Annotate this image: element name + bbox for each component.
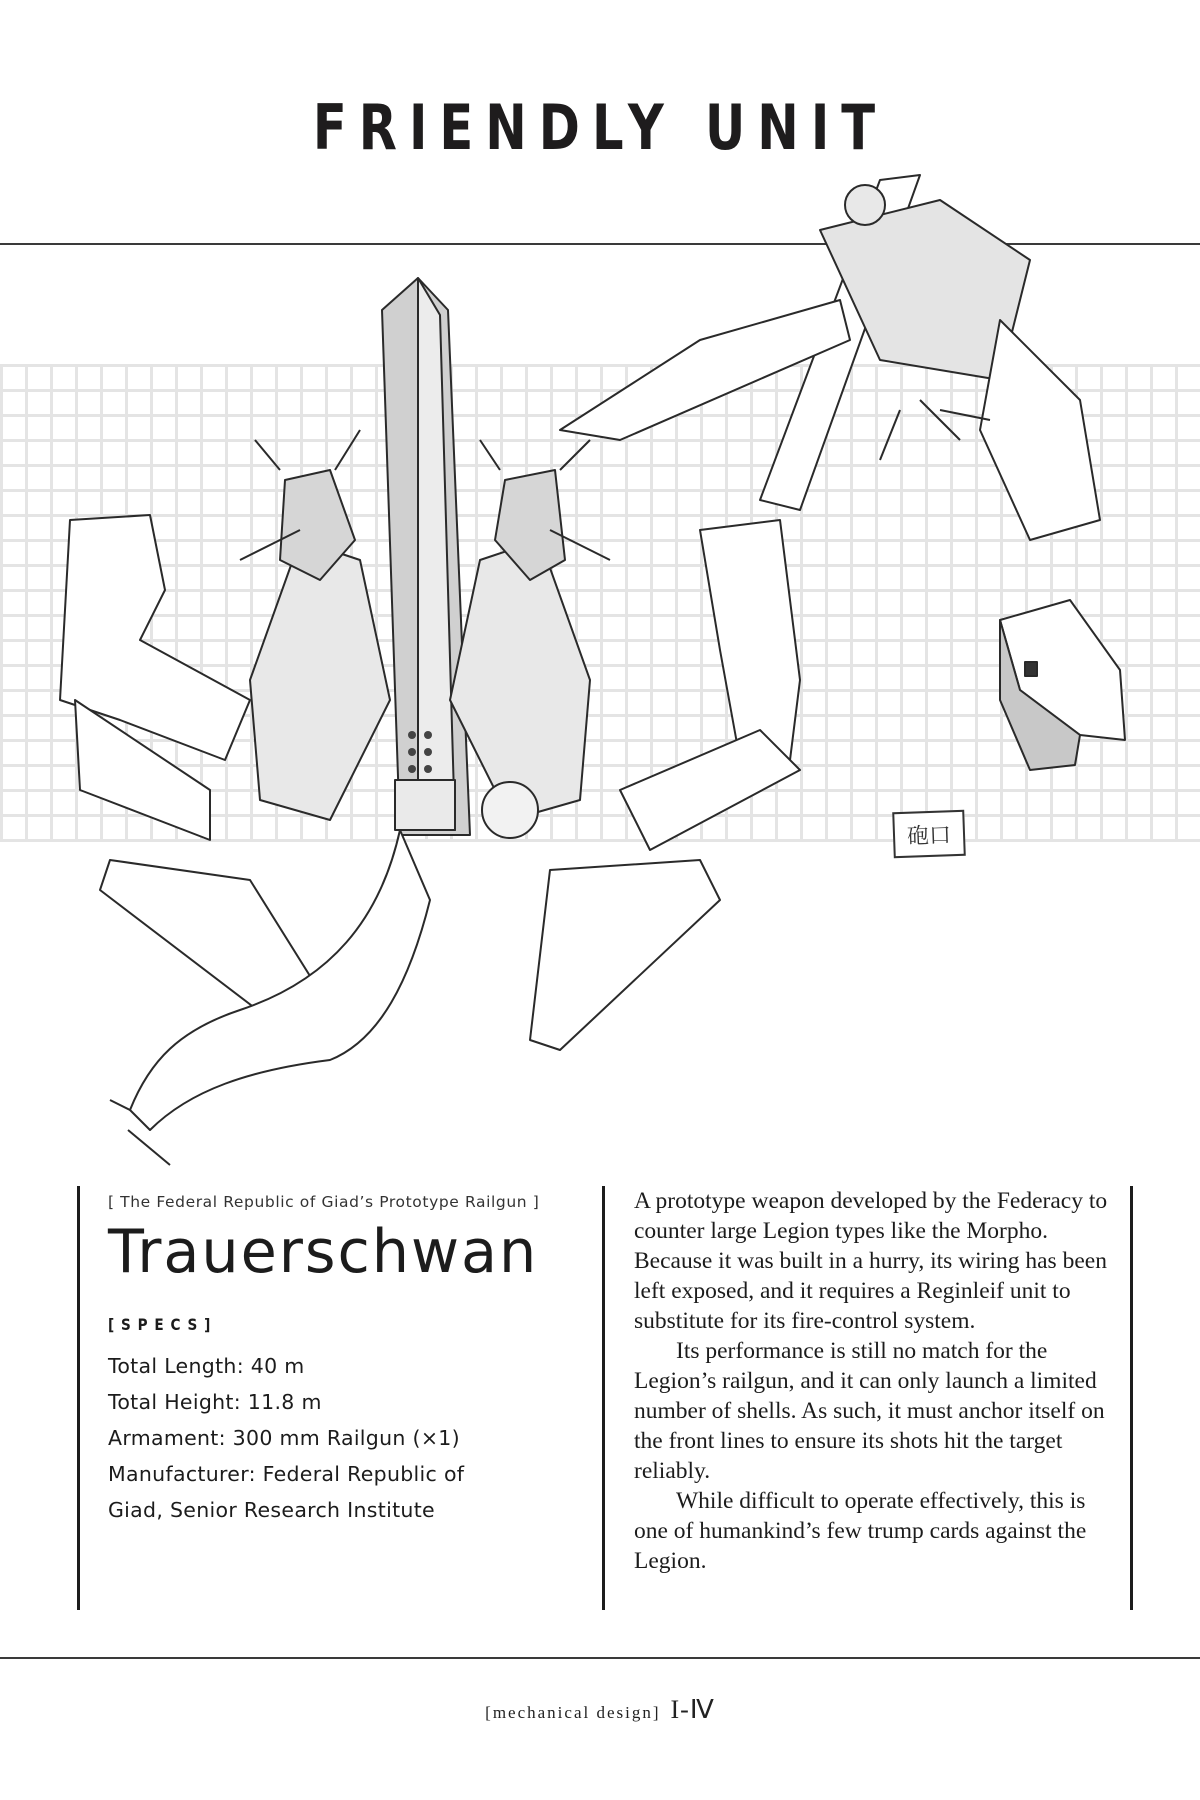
- spec-manufacturer-line-1: Manufacturer: Federal Republic of: [108, 1462, 465, 1486]
- page-footer: [0, 1695, 1200, 1725]
- unit-name: Trauerschwan: [108, 1217, 539, 1287]
- unit-info-panel: [108, 1190, 588, 1528]
- section-label: [mechanical design]: [485, 1703, 661, 1722]
- unit-subtitle: [ The Federal Republic of Giad’s Prototype Railgun ]: [108, 1193, 540, 1211]
- page-title: FRIENDLY UNIT: [312, 91, 888, 164]
- description-paragraph-2: Its performance is still no match for the Legion’s railgun, and it can only launch a limited number of shells. As such, it must anchor itself on the front lines to ensure its shots hit the target reliably.: [634, 1338, 1105, 1484]
- description-panel: [634, 1186, 1124, 1576]
- right-column-rule: [1130, 1186, 1133, 1610]
- muzzle-annotation-label: 砲口: [892, 810, 966, 858]
- bottom-divider: [0, 1657, 1200, 1659]
- page-number: I-Ⅳ: [670, 1695, 715, 1724]
- spec-manufacturer-line-2: Giad, Senior Research Institute: [108, 1498, 435, 1522]
- specs-heading: [SPECS]: [108, 1315, 218, 1334]
- spec-total-length: Total Length: 40 m: [108, 1354, 305, 1378]
- middle-column-rule: [602, 1186, 605, 1610]
- specs-list: [108, 1348, 588, 1528]
- spec-armament: Armament: 300 mm Railgun (×1): [108, 1426, 460, 1450]
- muzzle-detail-sketch: [0, 150, 1200, 1180]
- description-paragraph-3: While difficult to operate effectively, this is one of humankind’s few trump cards against the Legion.: [634, 1488, 1087, 1574]
- spec-total-height: Total Height: 11.8 m: [108, 1390, 322, 1414]
- description-paragraph-1: A prototype weapon developed by the Federacy to counter large Legion types like the Morpho. Because it was built in a hurry, its wiring has been left exposed, and it requires a Reginleif unit to substitute for its fire-control system.: [634, 1188, 1108, 1334]
- left-column-rule: [77, 1186, 80, 1610]
- mech-illustration: [0, 150, 1200, 1180]
